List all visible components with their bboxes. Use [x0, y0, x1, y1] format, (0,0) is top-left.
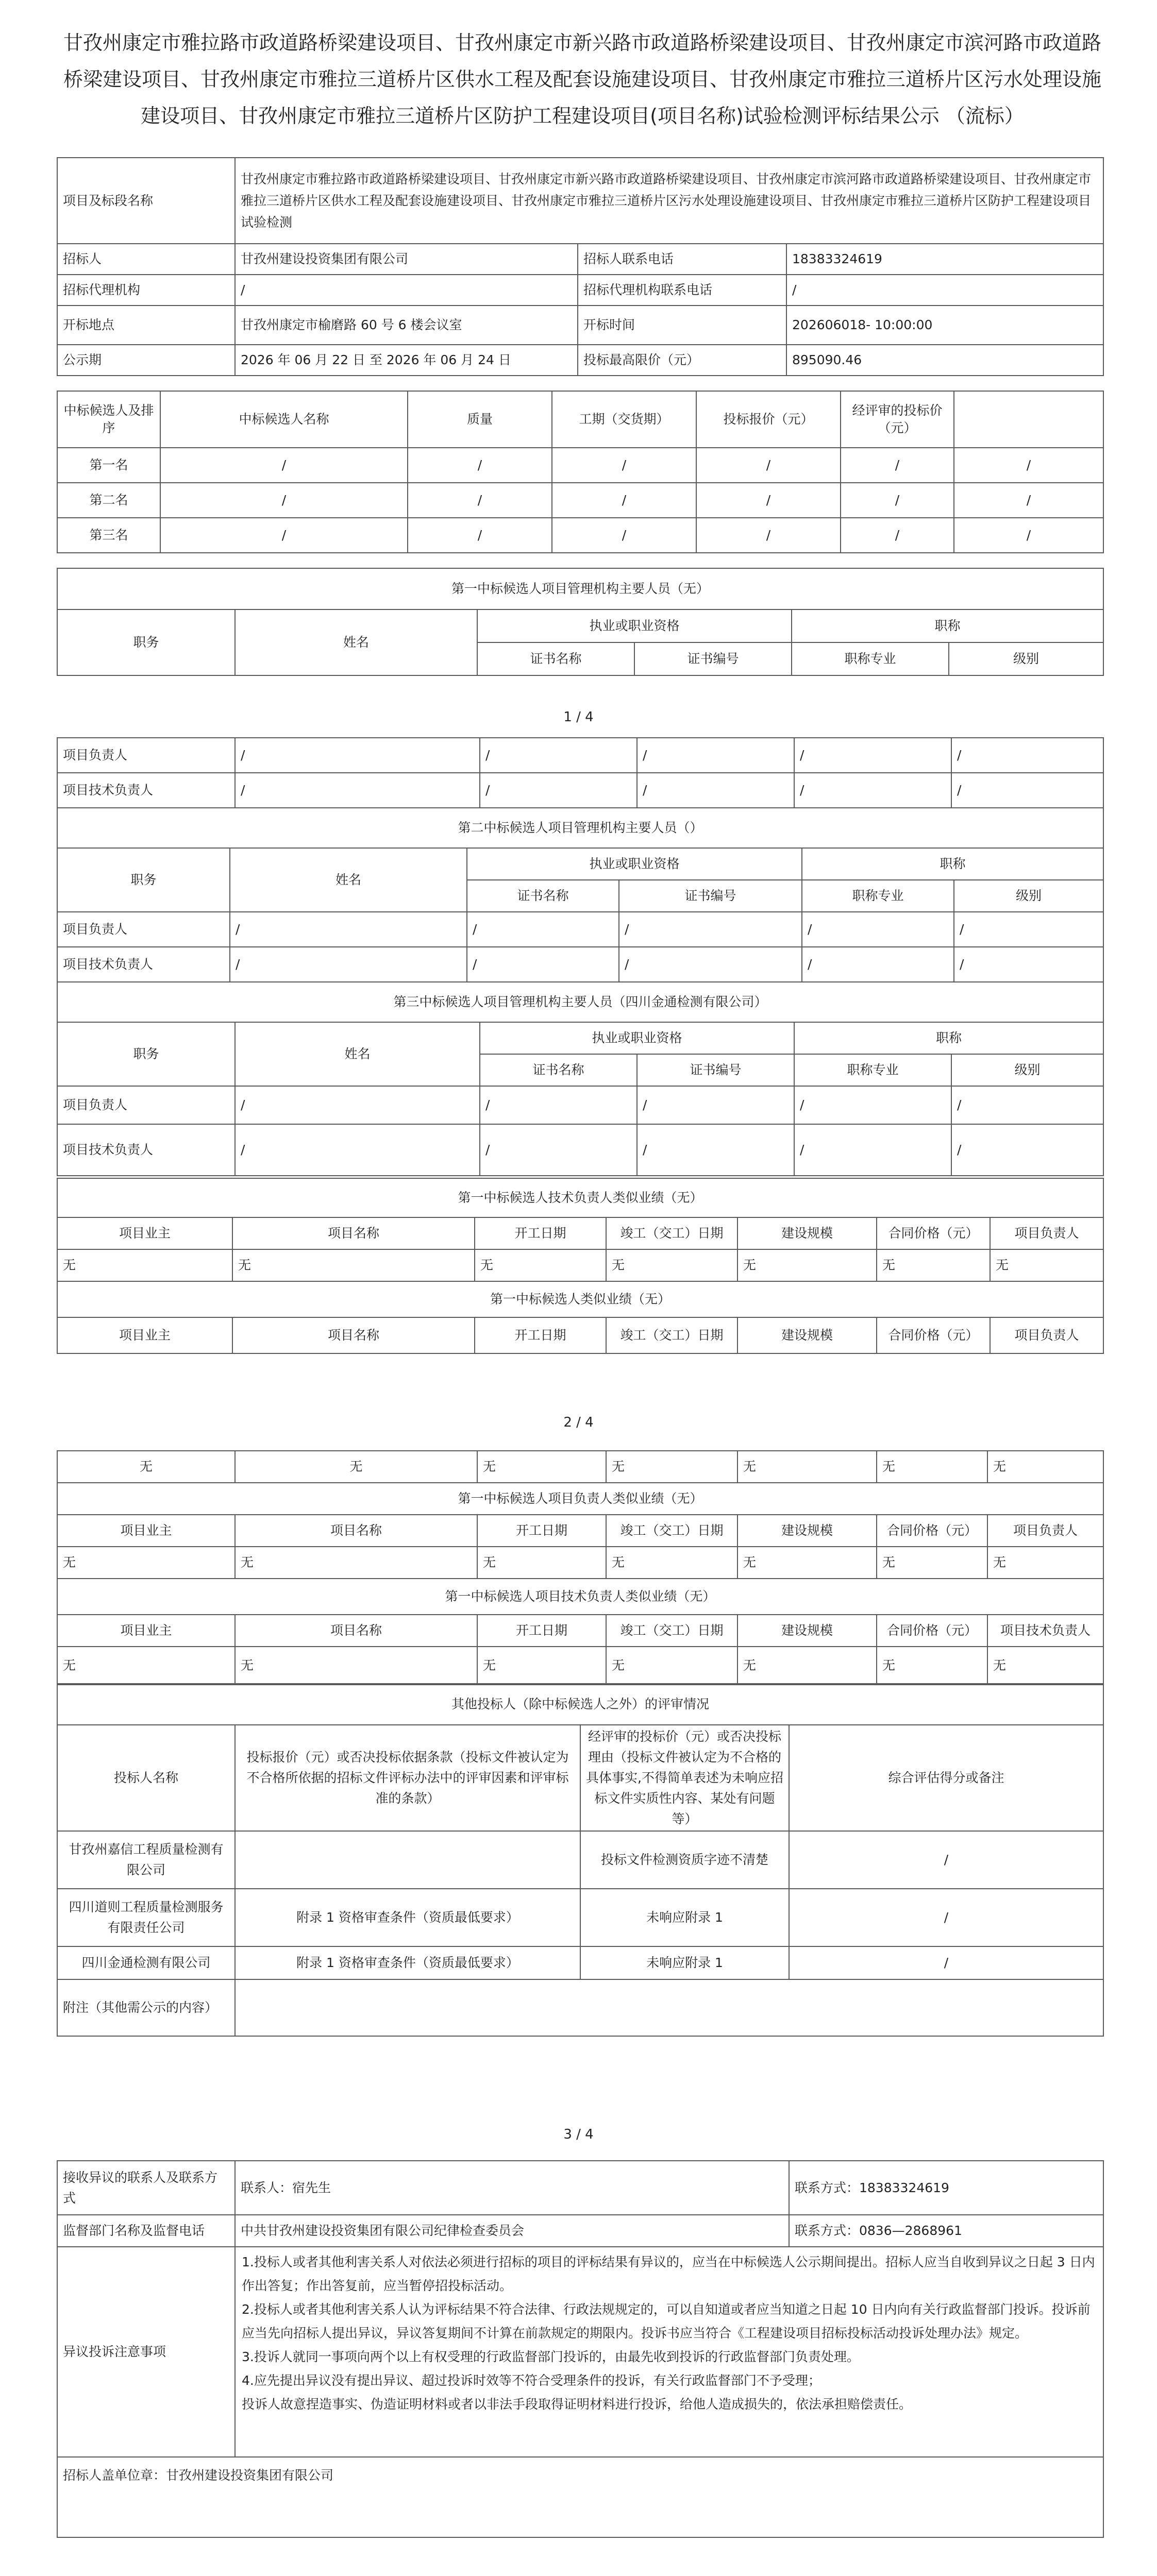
project-name-value: 甘孜州康定市雅拉路市政道路桥梁建设项目、甘孜州康定市新兴路市政道路桥梁建设项目、甘孜州康定市滨河路市政道路桥梁建设项目、甘孜州康定市雅拉三道桥片区供水工程及配套设施建设项目、甘孜州康定市雅拉三道桥片区污水处理设施建设项目、甘孜州康定市雅拉三道桥片区防护工程建设项目试验检测 — [235, 158, 1103, 244]
header-pm: 项目负责人 — [990, 1317, 1103, 1353]
cell: / — [794, 738, 951, 773]
header-title: 职称 — [794, 1022, 1103, 1054]
rank-header-candidate-name: 中标候选人名称 — [160, 391, 408, 448]
rank-cell: / — [160, 483, 408, 518]
notice-item: 1.投标人或者其他利害关系人对依法必须进行招标的项目的评标结果有异议的，应当在中标候选人公示期间提出。招标人应当自收到异议之日起 3 日内作出答复；作出答复前，应当暂停招投标活动。 — [242, 2255, 1095, 2293]
header-title: 职称 — [802, 848, 1103, 880]
note-value — [235, 1979, 1103, 2036]
header-name: 姓名 — [235, 609, 477, 675]
header-score: 综合评估得分或备注 — [789, 1725, 1103, 1831]
header-owner: 项目业主 — [57, 1615, 235, 1647]
other-bidders-table — [57, 1683, 1104, 2037]
cell: 无 — [987, 1451, 1103, 1483]
header-owner: 项目业主 — [57, 1515, 235, 1547]
period-label: 公示期 — [57, 345, 235, 376]
row-tech-label: 项目技术负责人 — [57, 1124, 235, 1176]
header-contract: 合同价格（元） — [877, 1217, 990, 1249]
cell: / — [954, 912, 1103, 947]
bidder-score: / — [789, 1946, 1103, 1979]
header-level: 级别 — [954, 880, 1103, 912]
row-tech-label: 项目技术负责人 — [57, 947, 230, 982]
rank-cell: / — [696, 483, 841, 518]
cell: 无 — [57, 1647, 235, 1685]
agent-phone-value: / — [786, 275, 1103, 306]
bidder-name: 甘孜州嘉信工程质量检测有限公司 — [57, 1831, 235, 1889]
notice-item: 2.投标人或者其他利害关系人认为评标结果不符合法律、行政法规规定的，可以自知道或者应当知道之日起 10 日内向有关行政监督部门投诉。投诉前应当先向招标人提出异议，异议答复期间不计算在前款规定的期限内。投诉书应当符合《工程建设项目招标投标活动投诉处理办法》规定。 — [242, 2302, 1091, 2341]
rank-cell: / — [160, 448, 408, 483]
page-number: 3 / 4 — [563, 2127, 594, 2142]
basic-info-table — [57, 157, 1104, 376]
rank-cell: / — [408, 518, 552, 553]
cell: / — [951, 773, 1103, 808]
row-pm-label: 项目负责人 — [57, 1086, 235, 1124]
cell: 无 — [606, 1249, 737, 1281]
note-label: 附注（其他需公示的内容） — [57, 1979, 235, 2036]
cell: 无 — [877, 1647, 987, 1685]
candidate1-personnel-section: 第一中标候选人项目管理机构主要人员（无） — [57, 568, 1103, 609]
bidder-score: / — [789, 1831, 1103, 1889]
header-cert-name: 证书名称 — [477, 642, 634, 675]
header-techlead: 项目技术负责人 — [987, 1615, 1103, 1647]
header-bidder-name: 投标人名称 — [57, 1725, 235, 1831]
cell: 无 — [987, 1547, 1103, 1579]
cell: 无 — [737, 1249, 877, 1281]
header-owner: 项目业主 — [57, 1217, 232, 1249]
cell: / — [480, 1124, 637, 1176]
rank-cell: / — [954, 518, 1103, 553]
header-name: 姓名 — [230, 848, 467, 912]
rank-header-duration: 工期（交货期） — [552, 391, 696, 448]
tenderer-phone-label: 招标人联系电话 — [578, 244, 786, 275]
header-name: 姓名 — [235, 1022, 480, 1086]
cell: / — [480, 773, 637, 808]
cell: / — [230, 912, 467, 947]
bidder-score: / — [789, 1889, 1103, 1946]
cell: 无 — [477, 1547, 606, 1579]
cell: 无 — [606, 1647, 737, 1685]
header-project: 项目名称 — [232, 1317, 475, 1353]
header-project: 项目名称 — [235, 1515, 477, 1547]
agent-phone-label: 招标代理机构联系电话 — [578, 275, 786, 306]
cell: 无 — [737, 1647, 877, 1685]
bidder-reason: 未响应附录 1 — [580, 1946, 789, 1979]
cell: / — [467, 947, 619, 982]
candidate3-personnel-section: 第三中标候选人项目管理机构主要人员（四川金通检测有限公司） — [57, 982, 1103, 1022]
cell: / — [480, 738, 637, 773]
rank-cell: / — [552, 518, 696, 553]
notice-text — [235, 2247, 1103, 2457]
cell: / — [235, 1086, 480, 1124]
rank-cell: / — [954, 483, 1103, 518]
rank-cell: / — [696, 518, 841, 553]
header-owner: 项目业主 — [57, 1317, 232, 1353]
tenderer-phone-value: 18383324619 — [786, 244, 1103, 275]
header-role: 职务 — [57, 1022, 235, 1086]
cell: / — [951, 738, 1103, 773]
cell: / — [467, 912, 619, 947]
cell: / — [637, 1086, 794, 1124]
header-finish: 竣工（交工）日期 — [606, 1515, 737, 1547]
cell: 无 — [737, 1547, 877, 1579]
place-value: 甘孜州康定市榆磨路 60 号 6 楼会议室 — [235, 306, 578, 345]
tenderer-label: 招标人 — [57, 244, 235, 275]
candidate1-personnel-header-table — [57, 568, 1104, 676]
cell: 无 — [235, 1451, 477, 1483]
period-value: 2026 年 06 月 22 日 至 2026 年 06 月 24 日 — [235, 345, 578, 376]
cell: 无 — [232, 1249, 475, 1281]
header-cert-no: 证书编号 — [637, 1054, 794, 1086]
bidder-name: 四川金通检测有限公司 — [57, 1946, 235, 1979]
rank-cell: / — [552, 483, 696, 518]
rank-cell: / — [954, 448, 1103, 483]
cell: 无 — [877, 1451, 987, 1483]
cell: / — [954, 947, 1103, 982]
cell: / — [951, 1086, 1103, 1124]
bidder-reason: 投标文件检测资质字迹不清楚 — [580, 1831, 789, 1889]
max-price-value: 895090.46 — [786, 345, 1103, 376]
header-finish: 竣工（交工）日期 — [606, 1317, 737, 1353]
cell: 无 — [477, 1647, 606, 1685]
agent-label: 招标代理机构 — [57, 275, 235, 306]
supervise-label: 监督部门名称及监督电话 — [57, 2215, 235, 2247]
header-contract: 合同价格（元） — [877, 1515, 987, 1547]
header-qualification: 执业或职业资格 — [480, 1022, 794, 1054]
notice-item: 投诉人故意捏造事实、伪造证明材料或者以非法手段取得证明材料进行投诉，给他人造成损失的，依法承担赔偿责任。 — [242, 2397, 912, 2412]
header-start: 开工日期 — [477, 1515, 606, 1547]
section-techlead-perf: 第一中标候选人项目技术负责人类似业绩（无） — [57, 1579, 1103, 1615]
cell: / — [802, 947, 954, 982]
rank-header-quality: 质量 — [408, 391, 552, 448]
header-cert-no: 证书编号 — [634, 642, 792, 675]
cell: / — [619, 912, 802, 947]
header-reason: 经评审的投标价（元）或否决投标理由（投标文件被认定为不合格的具体事实,不得简单表述为未响应招标文件实质性内容、某处有问题等） — [580, 1725, 789, 1831]
performance-table-page3 — [57, 1450, 1104, 1685]
page-number: 2 / 4 — [563, 1415, 594, 1430]
header-scale: 建设规模 — [737, 1317, 877, 1353]
cell: / — [637, 1124, 794, 1176]
section-candidate-perf: 第一中标候选人类似业绩（无） — [57, 1281, 1103, 1317]
cell: 无 — [877, 1547, 987, 1579]
header-title-major: 职称专业 — [792, 642, 949, 675]
objection-phone: 联系方式：18383324619 — [789, 2161, 1103, 2215]
candidate2-personnel-section: 第二中标候选人项目管理机构主要人员（） — [57, 808, 1103, 848]
bidder-name: 四川道则工程质量检测服务有限责任公司 — [57, 1889, 235, 1946]
cell: / — [235, 773, 480, 808]
header-qualification: 执业或职业资格 — [467, 848, 802, 880]
page-number: 1 / 4 — [563, 709, 594, 725]
header-title: 职称 — [792, 609, 1103, 642]
cell: / — [637, 738, 794, 773]
header-finish: 竣工（交工）日期 — [606, 1217, 737, 1249]
header-scale: 建设规模 — [737, 1615, 877, 1647]
rank-row-label: 第二名 — [57, 483, 160, 518]
header-finish: 竣工（交工）日期 — [606, 1615, 737, 1647]
row-tech-label: 项目技术负责人 — [57, 773, 235, 808]
cell: 无 — [235, 1647, 477, 1685]
cell: 无 — [477, 1451, 606, 1483]
rank-cell: / — [841, 448, 954, 483]
header-cert-name: 证书名称 — [480, 1054, 637, 1086]
tenderer-value: 甘孜州建设投资集团有限公司 — [235, 244, 578, 275]
header-cert-name: 证书名称 — [467, 880, 619, 912]
objection-contact-table — [57, 2160, 1104, 2538]
header-role: 职务 — [57, 609, 235, 675]
notice-item: 4.应先提出异议没有提出异议、超过投诉时效等不符合受理条件的投诉，有关行政监督部门不予受理； — [242, 2373, 821, 2388]
cell: / — [230, 947, 467, 982]
cell: / — [235, 738, 480, 773]
header-role: 职务 — [57, 848, 230, 912]
header-cert-no: 证书编号 — [619, 880, 802, 912]
candidate3-personnel-table — [57, 981, 1104, 1176]
rank-cell: / — [696, 448, 841, 483]
other-bidders-section: 其他投标人（除中标候选人之外）的评审情况 — [57, 1684, 1103, 1725]
bidder-basis: 附录 1 资格审查条件（资质最低要求） — [235, 1889, 580, 1946]
candidate1-personnel-rows — [57, 737, 1104, 808]
cell: 无 — [235, 1547, 477, 1579]
header-scale: 建设规模 — [737, 1217, 877, 1249]
cell: 无 — [877, 1249, 990, 1281]
rank-cell: / — [552, 448, 696, 483]
cell: 无 — [57, 1547, 235, 1579]
notice-label: 异议投诉注意事项 — [57, 2247, 235, 2457]
time-label: 开标时间 — [578, 306, 786, 345]
cell: 无 — [606, 1547, 737, 1579]
header-contract: 合同价格（元） — [877, 1615, 987, 1647]
cell: 无 — [606, 1451, 737, 1483]
header-start: 开工日期 — [477, 1615, 606, 1647]
header-level: 级别 — [949, 642, 1103, 675]
section-tech-perf: 第一中标候选人技术负责人类似业绩（无） — [57, 1178, 1103, 1217]
rank-header-bid-price: 投标报价（元） — [696, 391, 841, 448]
rank-header-candidate-order: 中标候选人及排序 — [57, 391, 160, 448]
cell: / — [235, 1124, 480, 1176]
document-title: 甘孜州康定市雅拉路市政道路桥梁建设项目、甘孜州康定市新兴路市政道路桥梁建设项目、甘孜州康定市滨河路市政道路桥梁建设项目、甘孜州康定市雅拉三道桥片区供水工程及配套设施建设项目、甘孜州康定市雅拉三道桥片区污水处理设施建设项目、甘孜州康定市雅拉三道桥片区防护工程建设项目(项目名称)试验检测评标结果公示 （流标） — [63, 31, 1101, 127]
cell: / — [637, 773, 794, 808]
rank-cell: / — [841, 483, 954, 518]
header-contract: 合同价格（元） — [877, 1317, 990, 1353]
cell: / — [802, 912, 954, 947]
cell: / — [794, 1124, 951, 1176]
rank-cell: / — [408, 448, 552, 483]
notice-item: 3.投诉人就同一事项向两个以上有权受理的行政监督部门投诉的，由最先收到投诉的行政监督部门负责处理。 — [242, 2349, 860, 2364]
rank-row-label: 第一名 — [57, 448, 160, 483]
header-start: 开工日期 — [475, 1217, 606, 1249]
objection-label: 接收异议的联系人及联系方式 — [57, 2161, 235, 2215]
cell: 无 — [737, 1451, 877, 1483]
project-name-label: 项目及标段名称 — [57, 158, 235, 244]
tech-lead-performance-table — [57, 1178, 1104, 1354]
header-scale: 建设规模 — [737, 1515, 877, 1547]
max-price-label: 投标最高限价（元） — [578, 345, 786, 376]
rank-header-evaluated-price: 经评审的投标价（元） — [841, 391, 954, 448]
header-start: 开工日期 — [475, 1317, 606, 1353]
candidate2-personnel-table — [57, 807, 1104, 982]
bidder-reason: 未响应附录 1 — [580, 1889, 789, 1946]
header-title-major: 职称专业 — [802, 880, 954, 912]
time-value: 202606018- 10:00:00 — [786, 306, 1103, 345]
rank-header-blank — [954, 391, 1103, 448]
objection-person: 联系人：宿先生 — [235, 2161, 789, 2215]
header-qualification: 执业或职业资格 — [477, 609, 792, 642]
cell: 无 — [475, 1249, 606, 1281]
cell: / — [794, 773, 951, 808]
place-label: 开标地点 — [57, 306, 235, 345]
header-project: 项目名称 — [232, 1217, 475, 1249]
header-level: 级别 — [951, 1054, 1103, 1086]
header-project: 项目名称 — [235, 1615, 477, 1647]
ranking-table — [57, 391, 1104, 553]
cell: / — [951, 1124, 1103, 1176]
cell: / — [794, 1086, 951, 1124]
cell: 无 — [57, 1249, 232, 1281]
header-pm: 项目负责人 — [987, 1515, 1103, 1547]
supervise-phone: 联系方式：0836—2868961 — [789, 2215, 1103, 2247]
cell: 无 — [990, 1249, 1103, 1281]
cell: / — [480, 1086, 637, 1124]
header-title-major: 职称专业 — [794, 1054, 951, 1086]
bidder-basis — [235, 1831, 580, 1889]
section-pm-perf: 第一中标候选人项目负责人类似业绩（无） — [57, 1483, 1103, 1515]
header-pm: 项目负责人 — [990, 1217, 1103, 1249]
rank-cell: / — [841, 518, 954, 553]
supervise-dept: 中共甘孜州建设投资集团有限公司纪律检查委员会 — [235, 2215, 789, 2247]
cell: / — [619, 947, 802, 982]
row-pm-label: 项目负责人 — [57, 738, 235, 773]
rank-cell: / — [408, 483, 552, 518]
header-basis: 投标报价（元）或否决投标依据条款（投标文件被认定为不合格所依据的招标文件评标办法中的评审因素和评审标准的条款） — [235, 1725, 580, 1831]
seal-line: 招标人盖单位章：甘孜州建设投资集团有限公司 — [57, 2457, 1103, 2537]
rank-row-label: 第三名 — [57, 518, 160, 553]
cell: 无 — [987, 1647, 1103, 1685]
rank-cell: / — [160, 518, 408, 553]
row-pm-label: 项目负责人 — [57, 912, 230, 947]
cell: 无 — [57, 1451, 235, 1483]
agent-value: / — [235, 275, 578, 306]
bidder-basis: 附录 1 资格审查条件（资质最低要求） — [235, 1946, 580, 1979]
